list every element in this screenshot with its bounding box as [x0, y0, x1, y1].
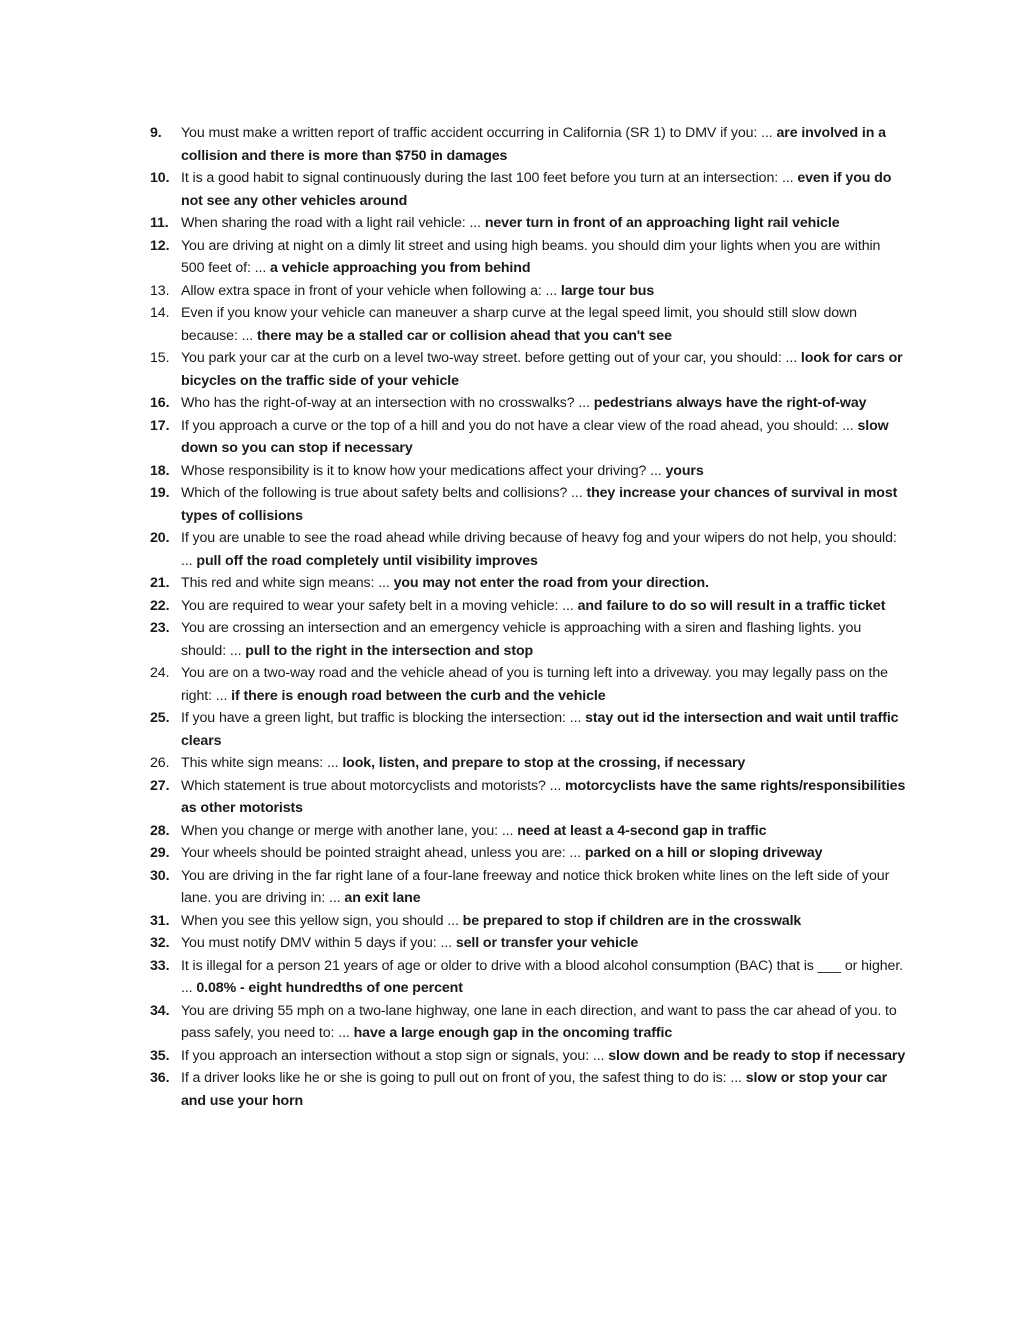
- question-text: This red and white sign means: ...: [181, 575, 394, 591]
- answer-text: pull to the right in the intersection and stop: [245, 642, 534, 659]
- question-item: [150, 595, 906, 618]
- question-number: 25.: [150, 710, 170, 726]
- question-text: Your wheels should be pointed straight ahead, unless you are: ...: [181, 845, 585, 861]
- answer-text: large tour bus: [560, 282, 655, 299]
- question-text: If you approach a curve or the top of a hill and you do not have a clear view of the road ahead, you should: ...: [181, 417, 858, 434]
- question-item: [150, 460, 906, 483]
- question-item: [150, 212, 906, 235]
- question-text: If you approach an intersection without a stop sign or signals, you: ...: [181, 1047, 609, 1064]
- question-text: Whose responsibility is it to know how your medications affect your driving? ...: [181, 462, 666, 479]
- answer-text: are involved in a collision and there is more than $750 in damages: [181, 125, 886, 164]
- answer-text: slow down and be ready to stop if necessary: [608, 1047, 906, 1064]
- question-number: 20.: [150, 530, 170, 546]
- question-text: You are driving in the far right lane of a four-lane freeway and notice thick broken white lines on the left side of your lane. you are driving in: ...: [181, 867, 890, 906]
- question-text: Even if you know your vehicle can maneuver a sharp curve at the legal speed limit, you should still slow down because: ...: [181, 305, 857, 344]
- question-number: 28.: [150, 822, 170, 839]
- question-item: [150, 617, 906, 662]
- question-item: [150, 347, 906, 392]
- question-item: [150, 775, 906, 820]
- question-number: 9.: [150, 125, 162, 141]
- question-item: [150, 167, 906, 212]
- answer-text: 0.08% - eight hundredths of one percent: [196, 980, 463, 996]
- question-text: It is illegal for a person 21 years of age or older to drive with a blood alcohol consumption (BAC) that is ___ or higher. ...: [181, 957, 904, 996]
- question-text: It is a good habit to signal continuously during the last 100 feet before you turn at an intersection: ...: [181, 170, 798, 186]
- question-number: 17.: [150, 417, 170, 434]
- question-text: You are on a two-way road and the vehicle ahead of you is turning left into a driveway. you may legally pass on the right: ...: [181, 665, 888, 704]
- question-number: 22.: [150, 597, 170, 614]
- question-number: 14.: [150, 305, 170, 321]
- answer-text: pull off the road completely until visibility improves: [196, 552, 538, 569]
- question-text: Allow extra space in front of your vehicle when following a: ...: [181, 282, 561, 299]
- question-item: [150, 932, 906, 955]
- question-text: This white sign means: ...: [181, 755, 343, 771]
- question-number: 10.: [150, 170, 170, 186]
- question-item: [150, 752, 906, 775]
- answer-text: if there is enough road between the curb and the vehicle: [231, 687, 606, 704]
- question-item: [150, 482, 906, 527]
- question-item: [150, 392, 906, 415]
- question-number: 32.: [150, 935, 170, 951]
- answer-text: and failure to do so will result in a traffic ticket: [577, 597, 886, 614]
- answer-text: slow or stop your car and use your horn: [181, 1070, 888, 1109]
- answer-text: look for cars or bicycles on the traffic side of your vehicle: [181, 350, 903, 389]
- question-number: 31.: [150, 912, 170, 929]
- question-text: You are required to wear your safety belt in a moving vehicle: ...: [181, 597, 578, 614]
- question-text: When you see this yellow sign, you should ...: [181, 912, 463, 929]
- question-number: 12.: [150, 237, 170, 254]
- answer-text: have a large enough gap in the oncoming traffic: [353, 1025, 673, 1041]
- answer-text: be prepared to stop if children are in the crosswalk: [462, 912, 802, 929]
- question-text: You are driving at night on a dimly lit street and using high beams. you should dim your lights when you are within 500 feet of: ...: [181, 237, 881, 276]
- question-number: 18.: [150, 462, 170, 479]
- question-number: 13.: [150, 282, 170, 299]
- question-number: 15.: [150, 350, 170, 366]
- question-item: [150, 122, 906, 167]
- question-item: [150, 910, 906, 933]
- question-item: [150, 707, 906, 752]
- question-number: 36.: [150, 1070, 170, 1086]
- question-item: [150, 415, 906, 460]
- question-text: You park your car at the curb on a level two-way street. before getting out of your car, you should: ...: [181, 350, 801, 366]
- answer-text: never turn in front of an approaching light rail vehicle: [484, 215, 840, 231]
- question-number: 29.: [150, 845, 170, 861]
- question-number: 27.: [150, 777, 170, 794]
- answer-text: stay out id the intersection and wait until traffic clears: [181, 710, 899, 749]
- question-number: 23.: [150, 620, 170, 636]
- question-text: If a driver looks like he or she is going to pull out on front of you, the safest thing to do is: ...: [181, 1070, 746, 1086]
- question-text: You are crossing an intersection and an emergency vehicle is approaching with a siren and flashing lights. you should: ...: [181, 620, 862, 659]
- answer-text: there may be a stalled car or collision ahead that you can't see: [257, 327, 672, 344]
- question-item: [150, 1067, 906, 1112]
- answer-text: a vehicle approaching you from behind: [270, 260, 531, 276]
- question-text: You must make a written report of traffic accident occurring in California (SR 1) to DMV if you: ...: [181, 125, 777, 141]
- question-list: [150, 122, 906, 1112]
- question-number: 24.: [150, 665, 170, 681]
- question-text: You must notify DMV within 5 days if you: ...: [181, 935, 456, 951]
- question-text: You are driving 55 mph on a two-lane highway, one lane in each direction, and want to pass the car ahead of you. to pass safely, you need to: ...: [181, 1002, 897, 1041]
- question-number: 16.: [150, 395, 170, 411]
- answer-text: pedestrians always have the right-of-way: [593, 395, 867, 411]
- answer-text: need at least a 4-second gap in traffic: [517, 822, 767, 839]
- question-text: Which statement is true about motorcyclists and motorists? ...: [181, 777, 566, 794]
- question-item: [150, 280, 906, 303]
- question-item: [150, 820, 906, 843]
- answer-text: they increase your chances of survival in most types of collisions: [181, 485, 898, 524]
- question-text: Which of the following is true about safety belts and collisions? ...: [181, 485, 587, 501]
- question-item: [150, 955, 906, 1000]
- answer-text: parked on a hill or sloping driveway: [584, 845, 823, 861]
- question-number: 26.: [150, 755, 170, 771]
- question-item: [150, 662, 906, 707]
- question-text: If you are unable to see the road ahead while driving because of heavy fog and your wipers do not help, you should: ...: [181, 530, 897, 569]
- question-number: 30.: [150, 867, 170, 884]
- answer-text: look, listen, and prepare to stop at the crossing, if necessary: [342, 755, 746, 771]
- question-item: [150, 842, 906, 865]
- question-number: 11.: [150, 215, 169, 231]
- question-text: When you change or merge with another lane, you: ...: [181, 822, 518, 839]
- question-item: [150, 865, 906, 910]
- question-number: 35.: [150, 1047, 170, 1064]
- answer-text: even if you do not see any other vehicles around: [181, 170, 892, 209]
- question-item: [150, 1045, 906, 1068]
- answer-text: you may not enter the road from your direction.: [393, 575, 709, 591]
- question-item: [150, 572, 906, 595]
- answer-text: slow down so you can stop if necessary: [181, 417, 889, 456]
- question-text: If you have a green light, but traffic is blocking the intersection: ...: [181, 710, 586, 726]
- question-text: When sharing the road with a light rail vehicle: ...: [181, 215, 485, 231]
- answer-text: motorcyclists have the same rights/responsibilities as other motorists: [181, 777, 906, 816]
- question-text: Who has the right-of-way at an intersection with no crosswalks? ...: [181, 395, 594, 411]
- answer-text: sell or transfer your vehicle: [455, 935, 639, 951]
- answer-text: yours: [665, 462, 704, 479]
- answer-text: an exit lane: [344, 890, 421, 906]
- question-item: [150, 235, 906, 280]
- question-item: [150, 527, 906, 572]
- question-item: [150, 1000, 906, 1045]
- question-number: 19.: [150, 485, 170, 501]
- question-number: 33.: [150, 957, 170, 974]
- question-item: [150, 302, 906, 347]
- question-number: 21.: [150, 575, 170, 591]
- question-number: 34.: [150, 1002, 170, 1019]
